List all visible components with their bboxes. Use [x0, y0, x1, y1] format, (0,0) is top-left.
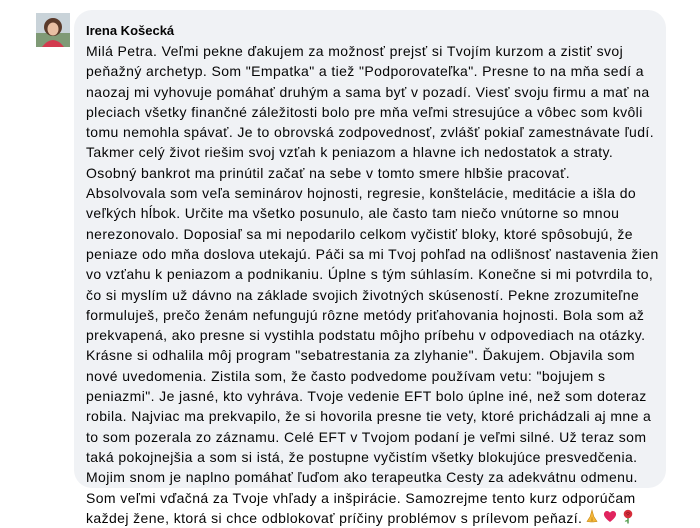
comment-line: tomu nemohla spávať. Je to obrovská zodpovednosť, zvlášť pokiaľ zamestnávate ľudí. — [86, 124, 655, 141]
comment-line: vo vzťahu k peniazom a podnikaniu. Úplne s tým súhlasím. Konečne si mi potvrdila to, — [86, 266, 654, 283]
comment-line: peňažný archetyp. Som "Empatka" a tiež "Podporovateľka". Presne to na mňa sedí a — [86, 63, 644, 80]
rose-icon — [620, 508, 636, 524]
comment-line: Mojim snom je naplno pomáhať ľuďom ako terapeutka Cesty za adekvátnu odmenu. — [86, 469, 638, 486]
comment-line: Absolvovala som veľa seminárov hojnosti, regresie, konštelácie, meditácie a išla do — [86, 185, 637, 202]
comment-line: taká pokojnejšia a som si istá, že postupne vyčistím všetky blokujúce presvedčenia. — [86, 448, 638, 465]
comment-line: Som veľmi vďačná za Tvoje vhľady a inšpirácie. Samozrejme tento kurz odporúčam — [86, 489, 636, 506]
comment-line: veľkých hĺbok. Určite ma všetko posunulo, ale často tam niečo vnútorne so mnou — [86, 205, 620, 222]
comment-line: Milá Petra. Veľmi pekne ďakujem za možnosť prejsť si Tvojím kurzom a zistiť svoj — [86, 43, 624, 59]
author-name[interactable]: Irena Košecká — [86, 23, 175, 38]
avatar[interactable] — [36, 13, 70, 47]
comment-line-last — [86, 508, 656, 528]
comment-line: pleciach všetky finančné záležitosti bolo pre mňa veľmi stresujúce a vôbec som kvôli — [86, 103, 643, 120]
comment-line: robila. Najviac ma prekvapilo, že si hovorila presne tie vety, ktoré prichádzali aj mne a — [86, 408, 652, 425]
comment-line: nové uvedomenia. Zistila som, že často podvedome používam vetu: "bojujem s — [86, 367, 606, 384]
comment-line: Takmer celý život riešim svoj vzťah k peniazom a hlavne ich nedostatok a straty. — [86, 144, 614, 161]
folded-hands-icon — [584, 508, 600, 524]
comment-line: čo si myslím už dávno na základe svojich životných skúseností. Pekne zrozumiteľne — [86, 286, 640, 303]
comment-line: to som pozerala zo záznamu. Celé EFT v Tvojom podaní je veľmi silné. Už teraz som — [86, 428, 647, 445]
avatar-photo — [36, 13, 70, 47]
comment-line: Krásne si odhalila môj program "sebatrestania za zlyhanie". Ďakujem. Objavila som — [86, 347, 635, 364]
comment-bubble — [74, 10, 666, 526]
comment-text — [86, 41, 659, 528]
comment-line: prekvapená, ako presne si vystihla podstatu môjho príbehu v odpovediach na otázky. — [86, 327, 646, 344]
comment-line: peniazmi". Je jasné, kto vyhráva. Tvoje vedenie EFT bolo úplne iné, než som doteraz — [86, 388, 647, 405]
comment-line: nerezonovalo. Doposiaľ sa mi nepodarilo celkom vyčistiť bloky, ktoré spôsobujú, že — [86, 225, 633, 242]
comment-line: Osobný bankrot ma prinútil začať na sebe v tomto smere hlbšie pracovať. — [86, 164, 571, 181]
comment-line: naozaj mi vyhovuje pomáhať druhým a sama byť v pozadí. Viesť svoju firmu a mať na — [86, 83, 650, 100]
red-heart-icon — [602, 508, 618, 524]
comment-line: formuluješ, prečo ženám nefungujú rôzne metódy priťahovania hojnosti. Bola som až — [86, 306, 645, 323]
comment-line: každej žene, ktorá si chce odblokovať príčiny problémov s prílevom peňazí. — [86, 509, 583, 526]
comment-line: peniaze odo mňa doslova utekajú. Páči sa mi Tvoj pohľad na odlišnosť nastavenia žien — [86, 245, 659, 262]
